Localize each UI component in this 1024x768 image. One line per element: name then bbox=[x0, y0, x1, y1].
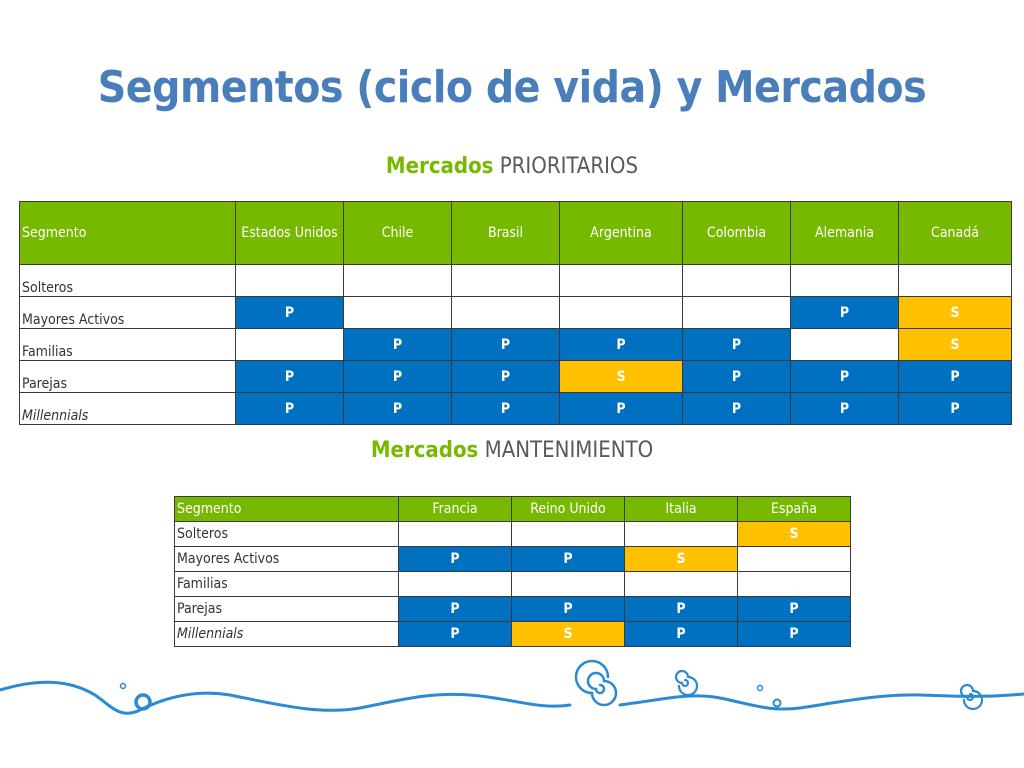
table-cell: P bbox=[452, 361, 560, 393]
table-cell: P bbox=[399, 622, 512, 647]
column-header: Segmento bbox=[20, 202, 236, 265]
table-cell: P bbox=[738, 622, 851, 647]
table-cell bbox=[791, 265, 899, 297]
row-label: Familias bbox=[175, 572, 399, 597]
table-cell: P bbox=[452, 393, 560, 425]
column-header: Alemania bbox=[791, 202, 899, 265]
table-cell bbox=[452, 265, 560, 297]
table-cell: P bbox=[683, 361, 791, 393]
table-prioritarios bbox=[19, 201, 1012, 425]
wave-line-left bbox=[0, 682, 570, 713]
table-cell bbox=[452, 297, 560, 329]
table-cell: P bbox=[344, 329, 452, 361]
table-cell: P bbox=[344, 393, 452, 425]
subtitle-mantenimiento-gray: MANTENIMIENTO bbox=[484, 438, 654, 463]
subtitle-prioritarios bbox=[0, 154, 1024, 179]
column-header: Francia bbox=[399, 497, 512, 522]
table-cell bbox=[344, 265, 452, 297]
prioritarios-header-row bbox=[20, 202, 1012, 265]
table-cell bbox=[512, 572, 625, 597]
table-cell: S bbox=[738, 522, 851, 547]
row-label: Mayores Activos bbox=[175, 547, 399, 572]
row-label: Mayores Activos bbox=[20, 297, 236, 329]
table-cell: P bbox=[560, 329, 683, 361]
table-cell bbox=[512, 522, 625, 547]
table-cell bbox=[625, 522, 738, 547]
table-cell bbox=[399, 522, 512, 547]
table-cell bbox=[236, 265, 344, 297]
table-row bbox=[175, 597, 851, 622]
table-cell: P bbox=[512, 547, 625, 572]
table-cell bbox=[738, 572, 851, 597]
table-cell: S bbox=[899, 297, 1012, 329]
table-cell bbox=[344, 297, 452, 329]
column-header: Italia bbox=[625, 497, 738, 522]
table-cell: P bbox=[899, 393, 1012, 425]
column-header: Chile bbox=[344, 202, 452, 265]
table-cell: P bbox=[236, 297, 344, 329]
row-label: Solteros bbox=[175, 522, 399, 547]
table-cell: P bbox=[452, 329, 560, 361]
table-row bbox=[175, 622, 851, 647]
table-cell: P bbox=[236, 393, 344, 425]
row-label: Millennials bbox=[20, 393, 236, 425]
row-label: Parejas bbox=[20, 361, 236, 393]
table-cell: P bbox=[236, 361, 344, 393]
column-header: Colombia bbox=[683, 202, 791, 265]
table-cell: P bbox=[625, 622, 738, 647]
table-cell: S bbox=[512, 622, 625, 647]
dot-right-2 bbox=[774, 700, 781, 707]
table-cell: S bbox=[625, 547, 738, 572]
column-header: Canadá bbox=[899, 202, 1012, 265]
table-cell bbox=[236, 329, 344, 361]
table-cell: S bbox=[560, 361, 683, 393]
table-cell: P bbox=[683, 329, 791, 361]
table-cell bbox=[899, 265, 1012, 297]
subtitle-mantenimiento bbox=[0, 438, 1024, 463]
table-row bbox=[20, 393, 1012, 425]
subtitle-mantenimiento-green: Mercados bbox=[370, 438, 479, 463]
table-cell: P bbox=[399, 597, 512, 622]
mantenimiento-header-row bbox=[175, 497, 851, 522]
subtitle-prioritarios-gray: PRIORITARIOS bbox=[499, 154, 639, 179]
table-cell bbox=[683, 265, 791, 297]
table-cell: P bbox=[399, 547, 512, 572]
table-cell: P bbox=[899, 361, 1012, 393]
row-label: Millennials bbox=[175, 622, 399, 647]
table-row bbox=[20, 297, 1012, 329]
column-header: Brasil bbox=[452, 202, 560, 265]
subtitle-prioritarios-green: Mercados bbox=[385, 154, 494, 179]
table-cell bbox=[683, 297, 791, 329]
table-cell: P bbox=[625, 597, 738, 622]
table-row bbox=[20, 329, 1012, 361]
table-cell: P bbox=[791, 297, 899, 329]
table-cell bbox=[738, 547, 851, 572]
table-cell: P bbox=[512, 597, 625, 622]
table-mantenimiento bbox=[174, 496, 851, 647]
table-cell: P bbox=[683, 393, 791, 425]
table-cell bbox=[560, 297, 683, 329]
row-label: Familias bbox=[20, 329, 236, 361]
table-cell bbox=[791, 329, 899, 361]
table-cell: S bbox=[899, 329, 1012, 361]
table-cell: P bbox=[344, 361, 452, 393]
table-row bbox=[20, 265, 1012, 297]
column-header: Segmento bbox=[175, 497, 399, 522]
column-header: Argentina bbox=[560, 202, 683, 265]
dot-right-1 bbox=[758, 686, 763, 691]
spiral-center bbox=[576, 661, 616, 705]
table-cell bbox=[625, 572, 738, 597]
table-row bbox=[175, 522, 851, 547]
column-header: Reino Unido bbox=[512, 497, 625, 522]
spiral-small bbox=[676, 671, 697, 695]
dot-left bbox=[121, 684, 126, 689]
table-cell: P bbox=[791, 393, 899, 425]
table-row bbox=[175, 547, 851, 572]
row-label: Solteros bbox=[20, 265, 236, 297]
column-header: España bbox=[738, 497, 851, 522]
table-cell: P bbox=[791, 361, 899, 393]
row-label: Parejas bbox=[175, 597, 399, 622]
table-row bbox=[175, 572, 851, 597]
column-header: Estados Unidos bbox=[236, 202, 344, 265]
table-cell bbox=[560, 265, 683, 297]
table-cell: P bbox=[738, 597, 851, 622]
table-cell: P bbox=[560, 393, 683, 425]
table-row bbox=[20, 361, 1012, 393]
slide-title: Segmentos (ciclo de vida) y Mercados bbox=[97, 62, 927, 113]
table-cell bbox=[399, 572, 512, 597]
decorative-swirls bbox=[0, 650, 1024, 768]
